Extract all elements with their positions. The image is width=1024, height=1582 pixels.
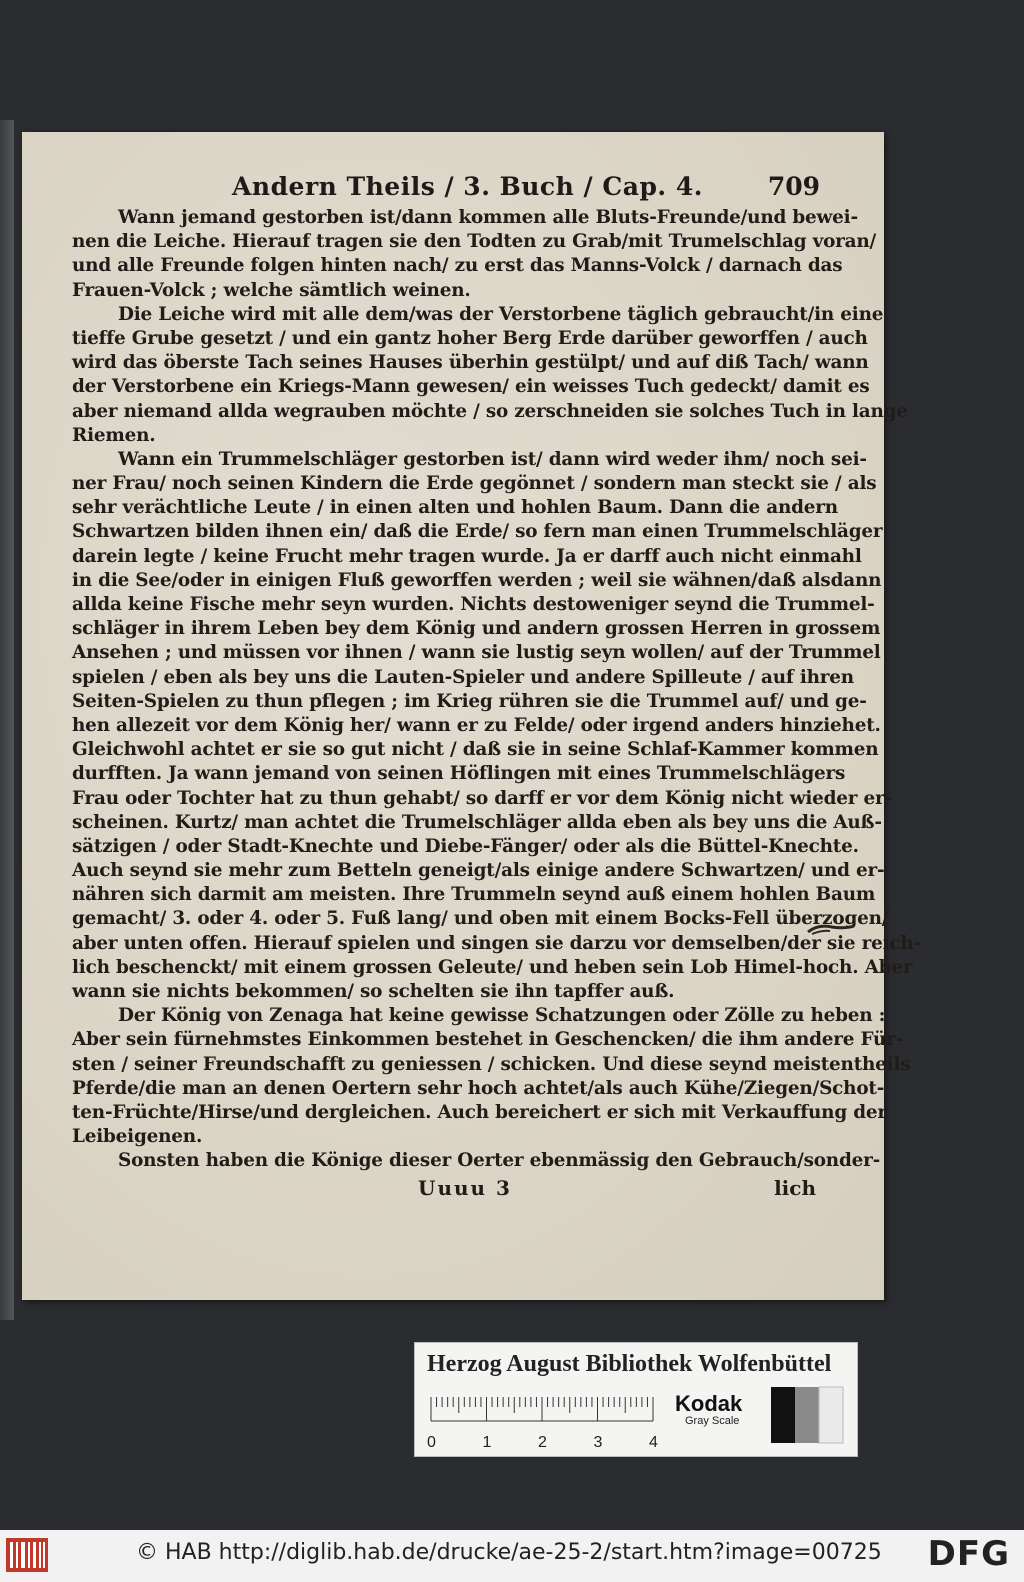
text-line: in die See/oder in einigen Fluß geworffen werden ; weil sie wähnen/daß alsdann xyxy=(72,569,882,591)
text-line: lich beschenckt/ mit einem grossen Geleute/ und heben sein Lob Himel-hoch. Aber xyxy=(72,956,913,978)
text-line: allda keine Fische mehr seyn wurden. Nichts destoweniger seynd die Trummel- xyxy=(72,594,875,615)
text-line: ner Frau/ noch seinen Kindern die Erde gegönnet / sondern man steckt sie / als xyxy=(72,473,877,495)
text-line: durfften. Ja wann jemand von seinen Höflingen mit eines Trummelschlägers xyxy=(72,763,846,785)
text-line: Schwartzen bilden ihnen ein/ daß die Erde/ so fern man einen Trummelschläger xyxy=(72,521,883,543)
text-line: nähren sich darmit am meisten. Ihre Trummeln seynd auß einem hohlen Baum xyxy=(72,884,876,906)
text-line: sätzigen / oder Stadt-Knechte und Diebe-Fänger/ oder als die Büttel-Knechte. xyxy=(72,835,859,857)
text-line: scheinen. Kurtz/ man achtet die Trumelschläger allda eben als bey uns die Auß- xyxy=(72,811,882,833)
adjacent-page-edge xyxy=(0,120,14,1320)
page-number: 709 xyxy=(767,172,820,201)
text-line: gemacht/ 3. oder 4. oder 5. Fuß lang/ und oben mit einem Bocks-Fell überzogen/ xyxy=(72,908,889,930)
text-line: Der König von Zenaga hat keine gewisse Schatzungen oder Zölle zu heben : xyxy=(118,1005,886,1027)
credit-link[interactable]: © HAB http://diglib.hab.de/drucke/ae-25-2/start.htm?image=00725 xyxy=(136,1540,882,1565)
text-line: Frauen-Volck ; welche sämtlich weinen. xyxy=(72,279,471,301)
text-line: Wann ein Trummelschläger gestorben ist/ dann wird weder ihm/ noch sei- xyxy=(118,448,867,470)
text-line: spielen / eben als bey uns die Lauten-Spieler und andere Spilleute / auf ihren xyxy=(72,666,854,688)
ruler-scale xyxy=(427,1395,669,1453)
text-line: schläger in ihrem Leben bey dem König und andern grossen Herren in grossem xyxy=(72,618,881,640)
body-text xyxy=(72,206,921,1174)
footer-bar xyxy=(0,1530,1024,1582)
barcode-logo-icon xyxy=(6,1538,48,1572)
text-line: sten / seiner Freundschafft zu geniessen / schicken. Und diese seynd meistentheils xyxy=(72,1053,911,1075)
text-line: Aber sein fürnehmstes Einkommen bestehet in Geschencken/ die ihm andere Für- xyxy=(72,1029,904,1051)
text-line: ten-Früchte/Hirse/und dergleichen. Auch bereichert er sich mit Verkauffung der xyxy=(72,1101,887,1123)
text-line: wann sie nichts bekommen/ so schelten sie ihn tapffer auß. xyxy=(72,981,675,1002)
page-content xyxy=(72,172,921,1204)
signature-mark: Uuuu 3 xyxy=(418,1175,512,1200)
catchword: lich xyxy=(774,1175,816,1200)
running-header xyxy=(72,172,822,206)
text-line: Gleichwohl achtet er sie so gut nicht / daß sie in seine Schlaf-Kammer kommen xyxy=(72,739,879,761)
ruler-number: 2 xyxy=(538,1434,547,1451)
text-line: Wann jemand gestorben ist/dann kommen alle Bluts-Freunde/und bewei- xyxy=(118,207,858,228)
text-line: Riemen. xyxy=(72,424,156,446)
dfg-logo: DFG xyxy=(927,1534,1010,1574)
text-line: hen allezeit vor dem König her/ wann er zu Felde/ oder irgend anders hinziehet. xyxy=(72,714,881,736)
text-line: Pferde/die man an denen Oertern sehr hoch achtet/als auch Kühe/Ziegen/Schot- xyxy=(72,1077,885,1099)
margin-mark-icon xyxy=(806,922,856,936)
text-line: sehr verächtliche Leute / in einen alten und hohlen Baum. Dann die andern xyxy=(72,497,838,519)
text-line: darein legte / keine Frucht mehr tragen wurde. Ja er darff auch nicht einmahl xyxy=(72,545,862,567)
text-line: Ansehen ; und müssen vor ihnen / wann sie lustig seyn wollen/ auf der Trummel xyxy=(72,642,881,664)
grayscale-label: Gray Scale xyxy=(685,1415,740,1427)
text-line: der Verstorbene ein Kriegs-Mann gewesen/ ein weisses Tuch gedeckt/ damit es xyxy=(72,376,870,398)
ruler-number: 3 xyxy=(593,1434,603,1451)
text-line: Sonsten haben die Könige dieser Oerter ebenmässig den Gebrauch/sonder- xyxy=(118,1150,881,1172)
page-footer xyxy=(72,1176,822,1204)
ruler-number: 0 xyxy=(427,1434,436,1451)
gray-scale-swatches xyxy=(771,1387,843,1443)
text-line: Die Leiche wird mit alle dem/was der Verstorbene täglich gebraucht/in eine xyxy=(118,303,884,325)
text-line: aber unten offen. Hierauf spielen und singen sie darzu vor demselben/der sie reich- xyxy=(72,932,921,954)
text-line: Frau oder Tochter hat zu thun gehabt/ so darff er vor dem König nicht wieder er- xyxy=(72,787,892,809)
book-page xyxy=(22,132,921,1300)
text-line: Seiten-Spielen zu thun pflegen ; im Krieg rühren sie die Trummel auf/ und ge- xyxy=(72,690,867,712)
ruler-number: 1 xyxy=(482,1434,492,1451)
header-title: Andern Theils / 3. Buch / Cap. 4. xyxy=(232,172,703,201)
text-line: und alle Freunde folgen hinten nach/ zu erst das Manns-Volck / darnach das xyxy=(72,255,843,277)
library-name: Herzog August Bibliothek Wolfenbüttel xyxy=(427,1351,832,1377)
library-color-card xyxy=(414,1342,858,1457)
text-line: Leibeigenen. xyxy=(72,1126,203,1148)
text-line: nen die Leiche. Hierauf tragen sie den Todten zu Grab/mit Trumelschlag voran/ xyxy=(72,231,877,253)
text-line: wird das öberste Tach seines Hauses überhin gestülpt/ und auf diß Tach/ wann xyxy=(72,352,869,374)
kodak-label: Kodak xyxy=(675,1391,743,1416)
ruler-number: 4 xyxy=(649,1434,658,1451)
text-line: aber niemand allda wegrauben möchte / so zerschneiden sie solches Tuch in lange xyxy=(72,400,908,422)
text-line: tieffe Grube gesetzt / und ein gantz hoher Berg Erde darüber geworffen / auch xyxy=(72,327,868,349)
text-line: Auch seynd sie mehr zum Betteln geneigt/als einige andere Schwartzen/ und er- xyxy=(72,860,885,882)
